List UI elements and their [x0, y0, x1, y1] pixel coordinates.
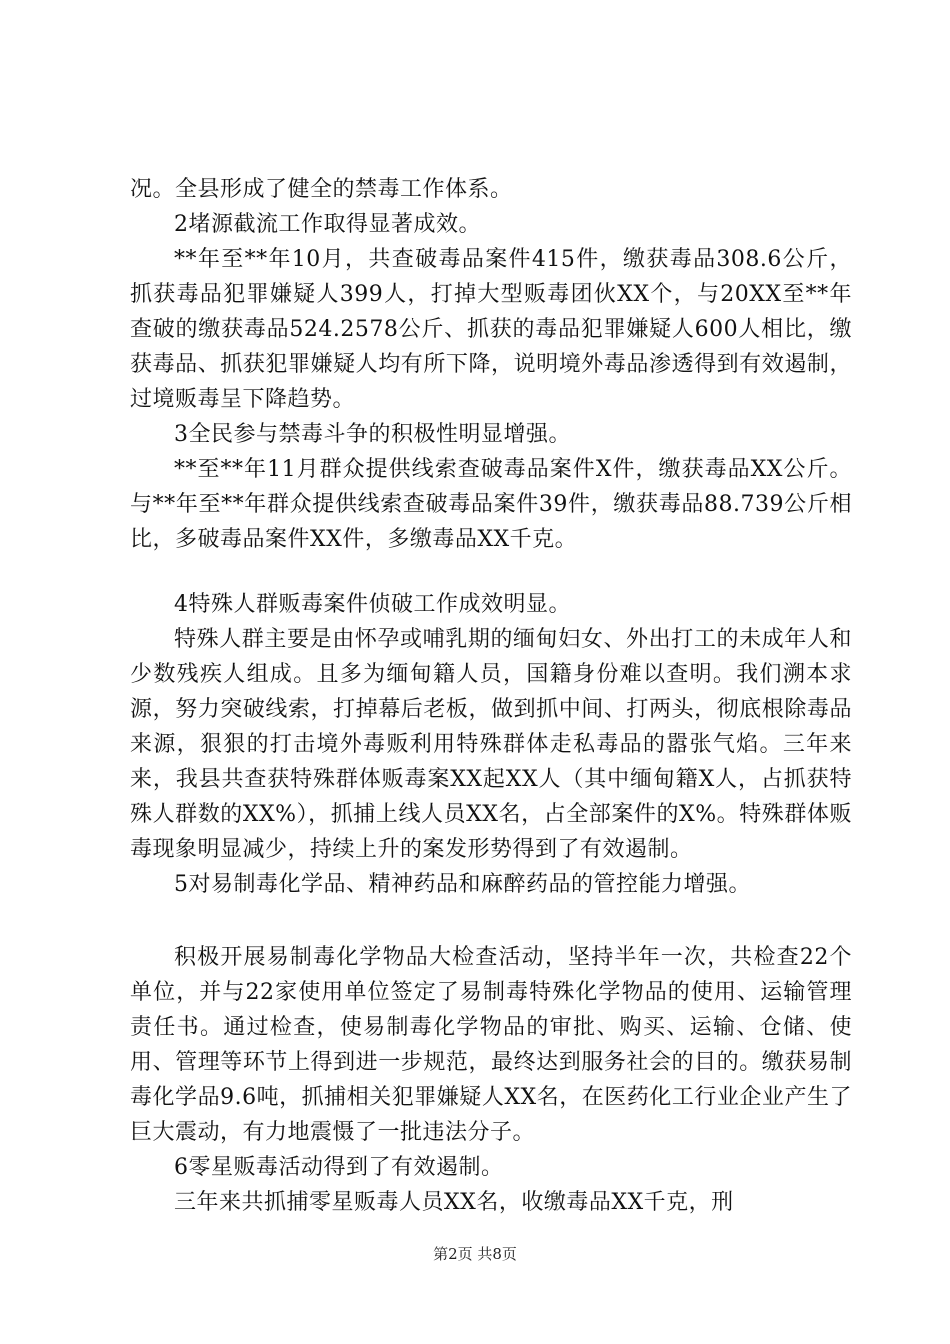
paragraph-petty-trafficking: 三年来共抓捕零星贩毒人员XX名，收缴毒品XX千克，刑: [174, 1190, 734, 1215]
section-heading-5: 5对易制毒化学品、精神药品和麻醉药品的管控能力增强。: [174, 872, 751, 897]
section-heading-4: 4特殊人群贩毒案件侦破工作成效明显。: [174, 592, 571, 617]
blank-line: [130, 902, 852, 940]
section-heading-6: 6零星贩毒活动得到了有效遏制。: [174, 1155, 504, 1180]
paragraph-continuation: 况。全县形成了健全的禁毒工作体系。: [130, 177, 513, 202]
page-number-footer: 第2页 共8页: [433, 1245, 517, 1263]
paragraph-precursor-control: 积极开展易制毒化学物品大检查活动，坚持半年一次，共检查22个单位，并与22家使用单位签定了易制毒特殊化学物品的使用、运输管理责任书。通过检查，使易制毒化学物品的审批、购买、运输、仓储、使用、管理等环节上得到进一步规范，最终达到服务社会的目的。缴获易制毒化学品9.6吨，抓捕相关犯罪嫌疑人XX名，在医药化工行业企业产生了巨大震动，有力地震慑了一批违法分子。: [130, 945, 852, 1145]
blank-line: [130, 557, 852, 587]
section-heading-3: 3全民参与禁毒斗争的积极性明显增强。: [174, 422, 571, 447]
paragraph-interdiction-stats: **年至**年10月，共查破毒品案件415件，缴获毒品308.6公斤，抓获毒品犯罪嫌疑人399人，打掉大型贩毒团伙XX个，与20XX至**年查破的缴获毒品524.2578公斤、抓获的毒品犯罪嫌疑人600人相比，缴获毒品、抓获犯罪嫌疑人均有所下降，说明境外毒品渗透得到有效遏制，过境贩毒呈下降趋势。: [130, 247, 852, 412]
paragraph-public-participation: **至**年11月群众提供线索查破毒品案件X件，缴获毒品XX公斤。与**年至**年群众提供线索查破毒品案件39件，缴获毒品88.739公斤相比，多破毒品案件XX件，多缴毒品XX千克。: [130, 457, 852, 552]
document-body: [130, 172, 852, 1220]
section-heading-2: 2堵源截流工作取得显著成效。: [174, 212, 481, 237]
paragraph-special-groups: 特殊人群主要是由怀孕或哺乳期的缅甸妇女、外出打工的未成年人和少数残疾人组成。且多为缅甸籍人员，国籍身份难以查明。我们溯本求源，努力突破线索，打掉幕后老板，做到抓中间、打两头，彻底根除毒品来源，狠狠的打击境外毒贩利用特殊群体走私毒品的嚣张气焰。三年来来，我县共查获特殊群体贩毒案XX起XX人（其中缅甸籍X人，占抓获特殊人群数的XX%），抓捕上线人员XX名，占全部案件的X%。特殊群体贩毒现象明显减少，持续上升的案发形势得到了有效遏制。: [130, 627, 852, 862]
